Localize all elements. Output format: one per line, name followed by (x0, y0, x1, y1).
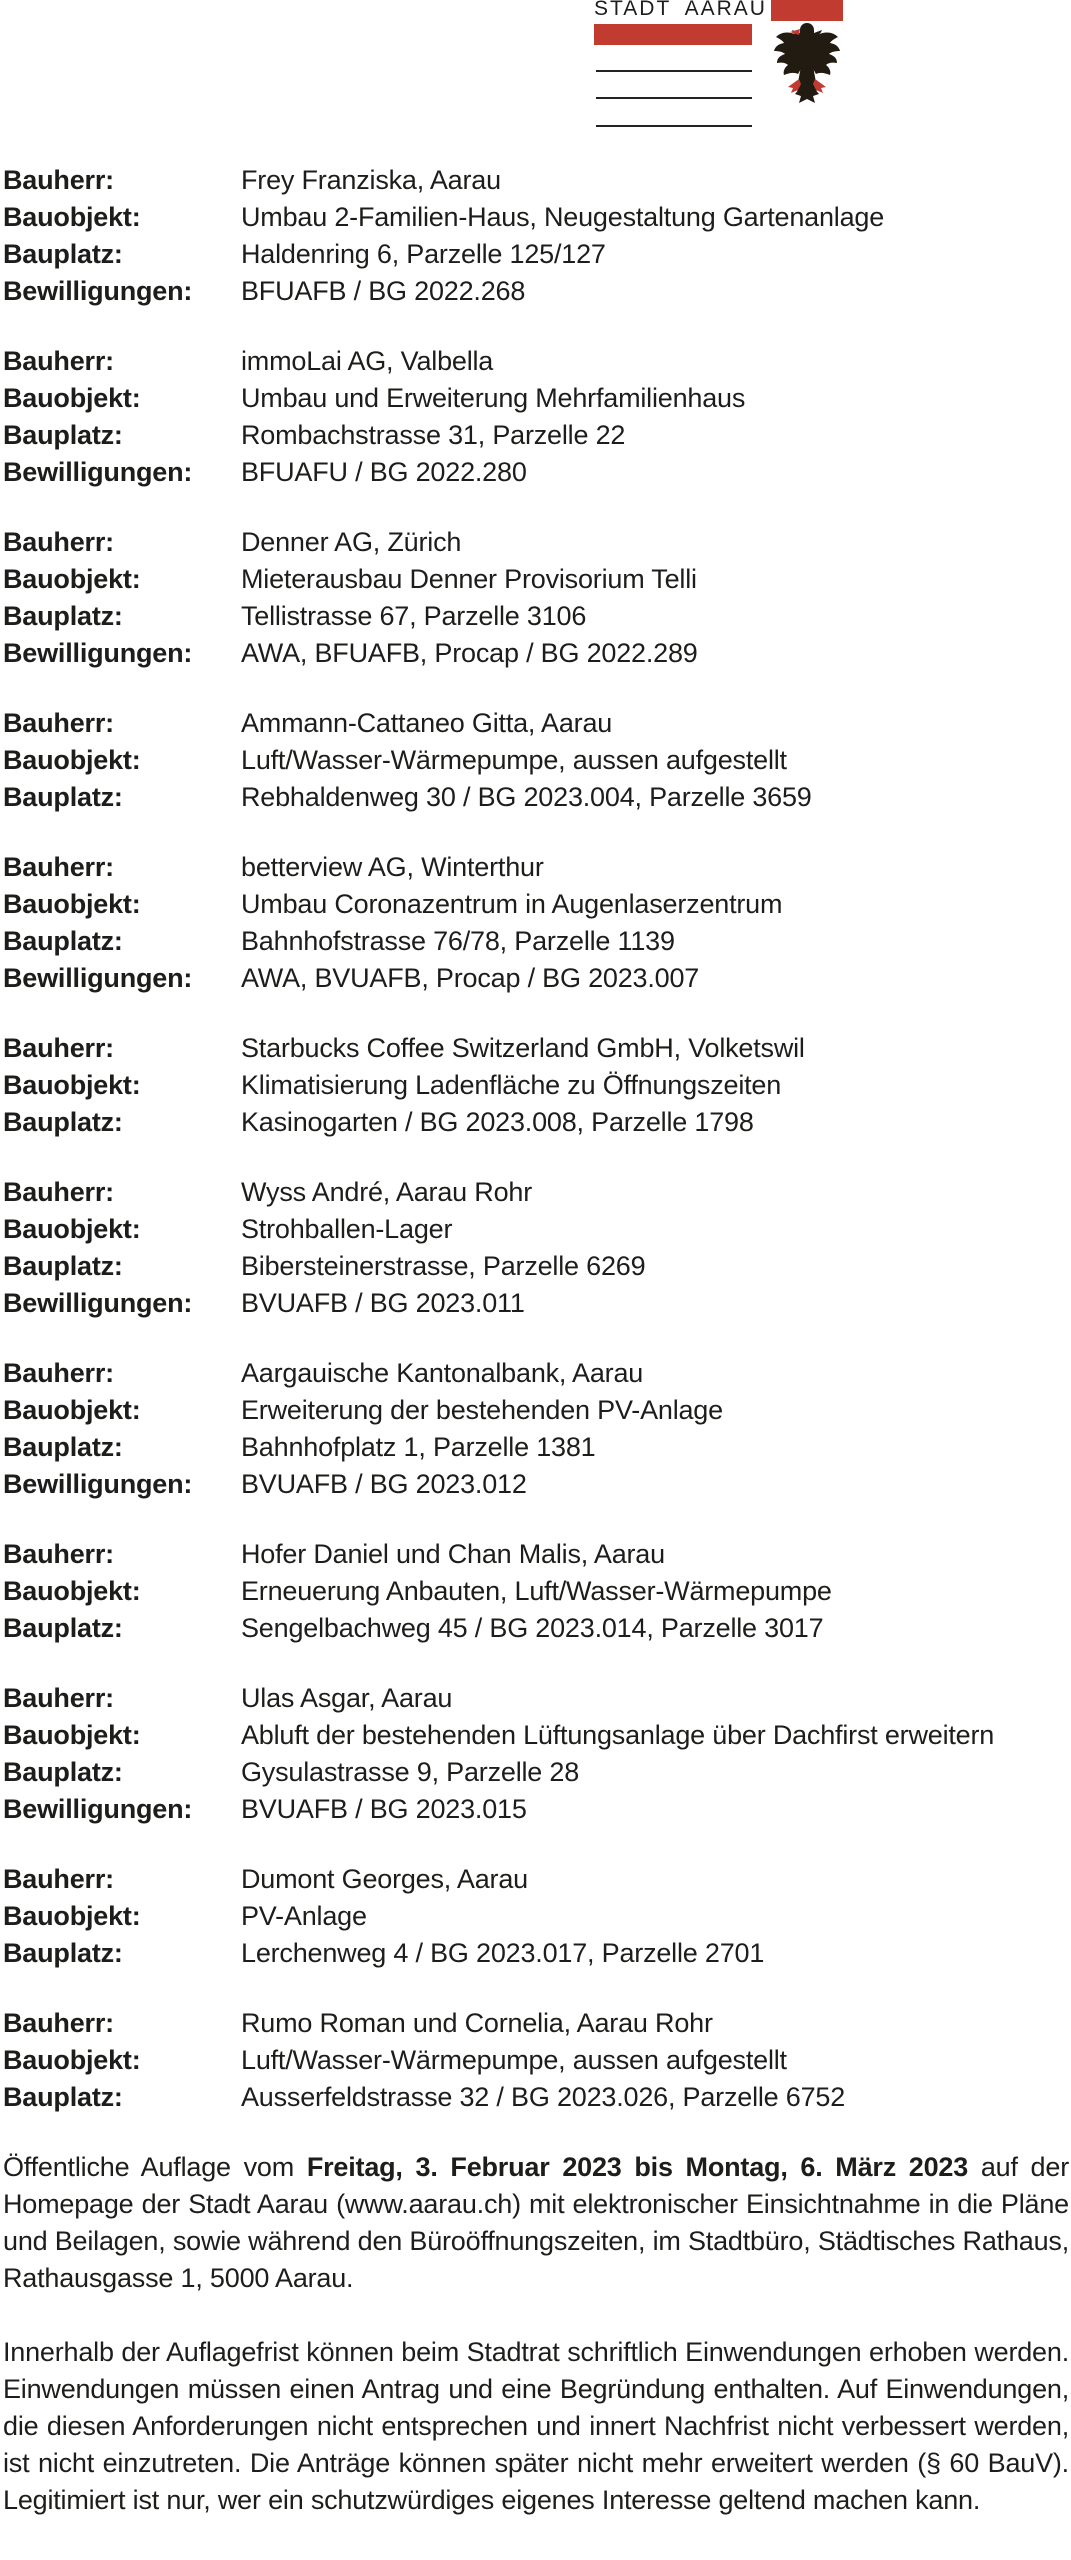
field-label-bauherr: Bauherr: (3, 852, 114, 882)
field-label-bauobjekt: Bauobjekt: (3, 1576, 141, 1606)
bauherr-value: Frey Franziska, Aarau (241, 165, 501, 195)
permit-entry (3, 162, 1069, 310)
bauplatz-value: Ausserfeldstrasse 32 / BG 2023.026, Parzelle 6752 (241, 2082, 846, 2112)
bauobjekt-value: Luft/Wasser-Wärmepumpe, aussen aufgestellt (241, 2045, 787, 2075)
bewilligungen-value: BVUAFB / BG 2023.011 (241, 1288, 525, 1318)
field-label-bauobjekt: Bauobjekt: (3, 2045, 141, 2075)
bauherr-value: Hofer Daniel und Chan Malis, Aarau (241, 1539, 665, 1569)
field-label-bauplatz: Bauplatz: (3, 1613, 123, 1643)
field-label-bauobjekt: Bauobjekt: (3, 202, 141, 232)
public-display-paragraph (3, 2149, 1069, 2297)
permit-entry (3, 524, 1069, 672)
field-label-bauobjekt: Bauobjekt: (3, 1070, 141, 1100)
bauobjekt-value: Mieterausbau Denner Provisorium Telli (241, 564, 697, 594)
field-label-bauplatz: Bauplatz: (3, 601, 123, 631)
permit-entry (3, 1536, 1069, 1647)
bauobjekt-value: Umbau 2-Familien-Haus, Neugestaltung Gartenanlage (241, 202, 885, 232)
permit-entry (3, 1174, 1069, 1322)
permit-entry (3, 1030, 1069, 1141)
field-label-bauobjekt: Bauobjekt: (3, 745, 141, 775)
bauplatz-value: Bahnhofstrasse 76/78, Parzelle 1139 (241, 926, 675, 956)
field-label-bauherr: Bauherr: (3, 346, 114, 376)
permit-list (0, 162, 1071, 2519)
permit-entry (3, 2005, 1069, 2116)
field-label-bauplatz: Bauplatz: (3, 1432, 123, 1462)
bauplatz-value: Tellistrasse 67, Parzelle 3106 (241, 601, 587, 631)
field-label-bewilligungen: Bewilligungen: (3, 963, 193, 993)
bewilligungen-value: BVUAFB / BG 2023.012 (241, 1469, 527, 1499)
bauplatz-value: Gysulastrasse 9, Parzelle 28 (241, 1757, 580, 1787)
field-label-bauherr: Bauherr: (3, 527, 114, 557)
field-label-bewilligungen: Bewilligungen: (3, 1288, 193, 1318)
bauherr-value: immoLai AG, Valbella (241, 346, 494, 376)
field-label-bauplatz: Bauplatz: (3, 420, 123, 450)
field-label-bewilligungen: Bewilligungen: (3, 457, 193, 487)
bauplatz-value: Kasinogarten / BG 2023.008, Parzelle 1798 (241, 1107, 754, 1137)
bauobjekt-value: Umbau und Erweiterung Mehrfamilienhaus (241, 383, 746, 413)
permit-entry (3, 1680, 1069, 1828)
field-label-bewilligungen: Bewilligungen: (3, 638, 193, 668)
bewilligungen-value: BFUAFB / BG 2022.268 (241, 276, 526, 306)
field-label-bewilligungen: Bewilligungen: (3, 1794, 193, 1824)
bauplatz-value: Rebhaldenweg 30 / BG 2023.004, Parzelle 3659 (241, 782, 812, 812)
bauobjekt-value: Umbau Coronazentrum in Augenlaserzentrum (241, 889, 783, 919)
field-label-bauplatz: Bauplatz: (3, 1757, 123, 1787)
bauobjekt-value: Erweiterung der bestehenden PV-Anlage (241, 1395, 723, 1425)
bauherr-value: Starbucks Coffee Switzerland GmbH, Volketswil (241, 1033, 805, 1063)
field-label-bauherr: Bauherr: (3, 1683, 114, 1713)
auflage-text-post: auf der Homepage der Stadt Aarau (www.aarau.ch) mit elektronischer Einsichtnahme in die Pläne und Beilagen, sowie während den Büroöffnungszeiten, im Stadtbüro, Städtisches Rathaus, Rathausgasse 1, 5000 Aarau. (3, 2152, 1069, 2293)
field-label-bauplatz: Bauplatz: (3, 926, 123, 956)
permit-entry (3, 1355, 1069, 1503)
logo-rule-2 (596, 97, 752, 99)
permit-entry (3, 1861, 1069, 1972)
objection-paragraph: Innerhalb der Auflagefrist können beim Stadtrat schriftlich Einwendungen erhoben werden. Einwendungen müssen einen Antrag und eine Begründung enthalten. Auf Einwendungen, die diesen Anforderungen nicht entsprechen und innert Nachfrist nicht verbessert werden, ist nicht einzutreten. Die Anträge können später nicht mehr erweitert werden (§ 60 BauV). Legitimiert ist nur, wer ein schutzwürdiges eigenes Interesse geltend machen kann. (3, 2337, 1069, 2515)
bauplatz-value: Lerchenweg 4 / BG 2023.017, Parzelle 2701 (241, 1938, 765, 1968)
field-label-bauherr: Bauherr: (3, 1864, 114, 1894)
bauherr-value: Dumont Georges, Aarau (241, 1864, 528, 1894)
bauobjekt-value: Strohballen-Lager (241, 1214, 453, 1244)
logo-rule-3 (596, 125, 752, 127)
bewilligungen-value: BVUAFB / BG 2023.015 (241, 1794, 527, 1824)
auflage-text-pre: Öffentliche Auflage vom (3, 2152, 307, 2182)
field-label-bauobjekt: Bauobjekt: (3, 383, 141, 413)
bauobjekt-value: Abluft der bestehenden Lüftungsanlage über Dachfirst erweitern (241, 1720, 995, 1750)
field-label-bauplatz: Bauplatz: (3, 1251, 123, 1281)
bewilligungen-value: AWA, BFUAFB, Procap / BG 2022.289 (241, 638, 698, 668)
aarau-eagle-crest-icon (771, 0, 843, 106)
field-label-bauplatz: Bauplatz: (3, 2082, 123, 2112)
field-label-bewilligungen: Bewilligungen: (3, 1469, 193, 1499)
bauobjekt-value: PV-Anlage (241, 1901, 367, 1931)
field-label-bauobjekt: Bauobjekt: (3, 889, 141, 919)
logo-red-bar (594, 24, 752, 45)
bewilligungen-value: BFUAFU / BG 2022.280 (241, 457, 527, 487)
bauplatz-value: Rombachstrasse 31, Parzelle 22 (241, 420, 626, 450)
field-label-bauobjekt: Bauobjekt: (3, 1720, 141, 1750)
field-label-bauherr: Bauherr: (3, 2008, 114, 2038)
field-label-bauherr: Bauherr: (3, 1358, 114, 1388)
field-label-bauherr: Bauherr: (3, 165, 114, 195)
field-label-bauherr: Bauherr: (3, 1177, 114, 1207)
field-label-bauobjekt: Bauobjekt: (3, 1214, 141, 1244)
logo-rule-1 (596, 70, 752, 72)
auflage-dates-bold: Freitag, 3. Februar 2023 bis Montag, 6. März 2023 (306, 2152, 969, 2182)
field-label-bauplatz: Bauplatz: (3, 239, 123, 269)
permit-entry (3, 849, 1069, 997)
field-label-bauobjekt: Bauobjekt: (3, 1395, 141, 1425)
field-label-bauplatz: Bauplatz: (3, 782, 123, 812)
bauherr-value: Wyss André, Aarau Rohr (241, 1177, 532, 1207)
bauherr-value: Ulas Asgar, Aarau (241, 1683, 453, 1713)
field-label-bauobjekt: Bauobjekt: (3, 1901, 141, 1931)
field-label-bauherr: Bauherr: (3, 708, 114, 738)
field-label-bauherr: Bauherr: (3, 1033, 114, 1063)
bauplatz-value: Bahnhofplatz 1, Parzelle 1381 (241, 1432, 596, 1462)
bauherr-value: Rumo Roman und Cornelia, Aarau Rohr (241, 2008, 713, 2038)
bauobjekt-value: Luft/Wasser-Wärmepumpe, aussen aufgestellt (241, 745, 787, 775)
bauobjekt-value: Klimatisierung Ladenfläche zu Öffnungszeiten (241, 1070, 782, 1100)
bauobjekt-value: Erneuerung Anbauten, Luft/Wasser-Wärmepumpe (241, 1576, 832, 1606)
bauherr-value: Aargauische Kantonalbank, Aarau (241, 1358, 644, 1388)
bauplatz-value: Sengelbachweg 45 / BG 2023.014, Parzelle 3017 (241, 1613, 824, 1643)
field-label-bewilligungen: Bewilligungen: (3, 276, 193, 306)
bewilligungen-value: AWA, BVUAFB, Procap / BG 2023.007 (241, 963, 700, 993)
bauplatz-value: Bibersteinerstrasse, Parzelle 6269 (241, 1251, 646, 1281)
field-label-bauplatz: Bauplatz: (3, 1938, 123, 1968)
field-label-bauherr: Bauherr: (3, 1539, 114, 1569)
field-label-bauplatz: Bauplatz: (3, 1107, 123, 1137)
stadt-aarau-logo (594, 0, 854, 132)
field-label-bauobjekt: Bauobjekt: (3, 564, 141, 594)
bauherr-value: Ammann-Cattaneo Gitta, Aarau (241, 708, 613, 738)
permit-entry (3, 343, 1069, 491)
logo-wordmark: STADT AARAU (594, 0, 767, 20)
bauherr-value: betterview AG, Winterthur (241, 852, 544, 882)
bauherr-value: Denner AG, Zürich (241, 527, 462, 557)
permit-entry (3, 705, 1069, 816)
bauplatz-value: Haldenring 6, Parzelle 125/127 (241, 239, 606, 269)
